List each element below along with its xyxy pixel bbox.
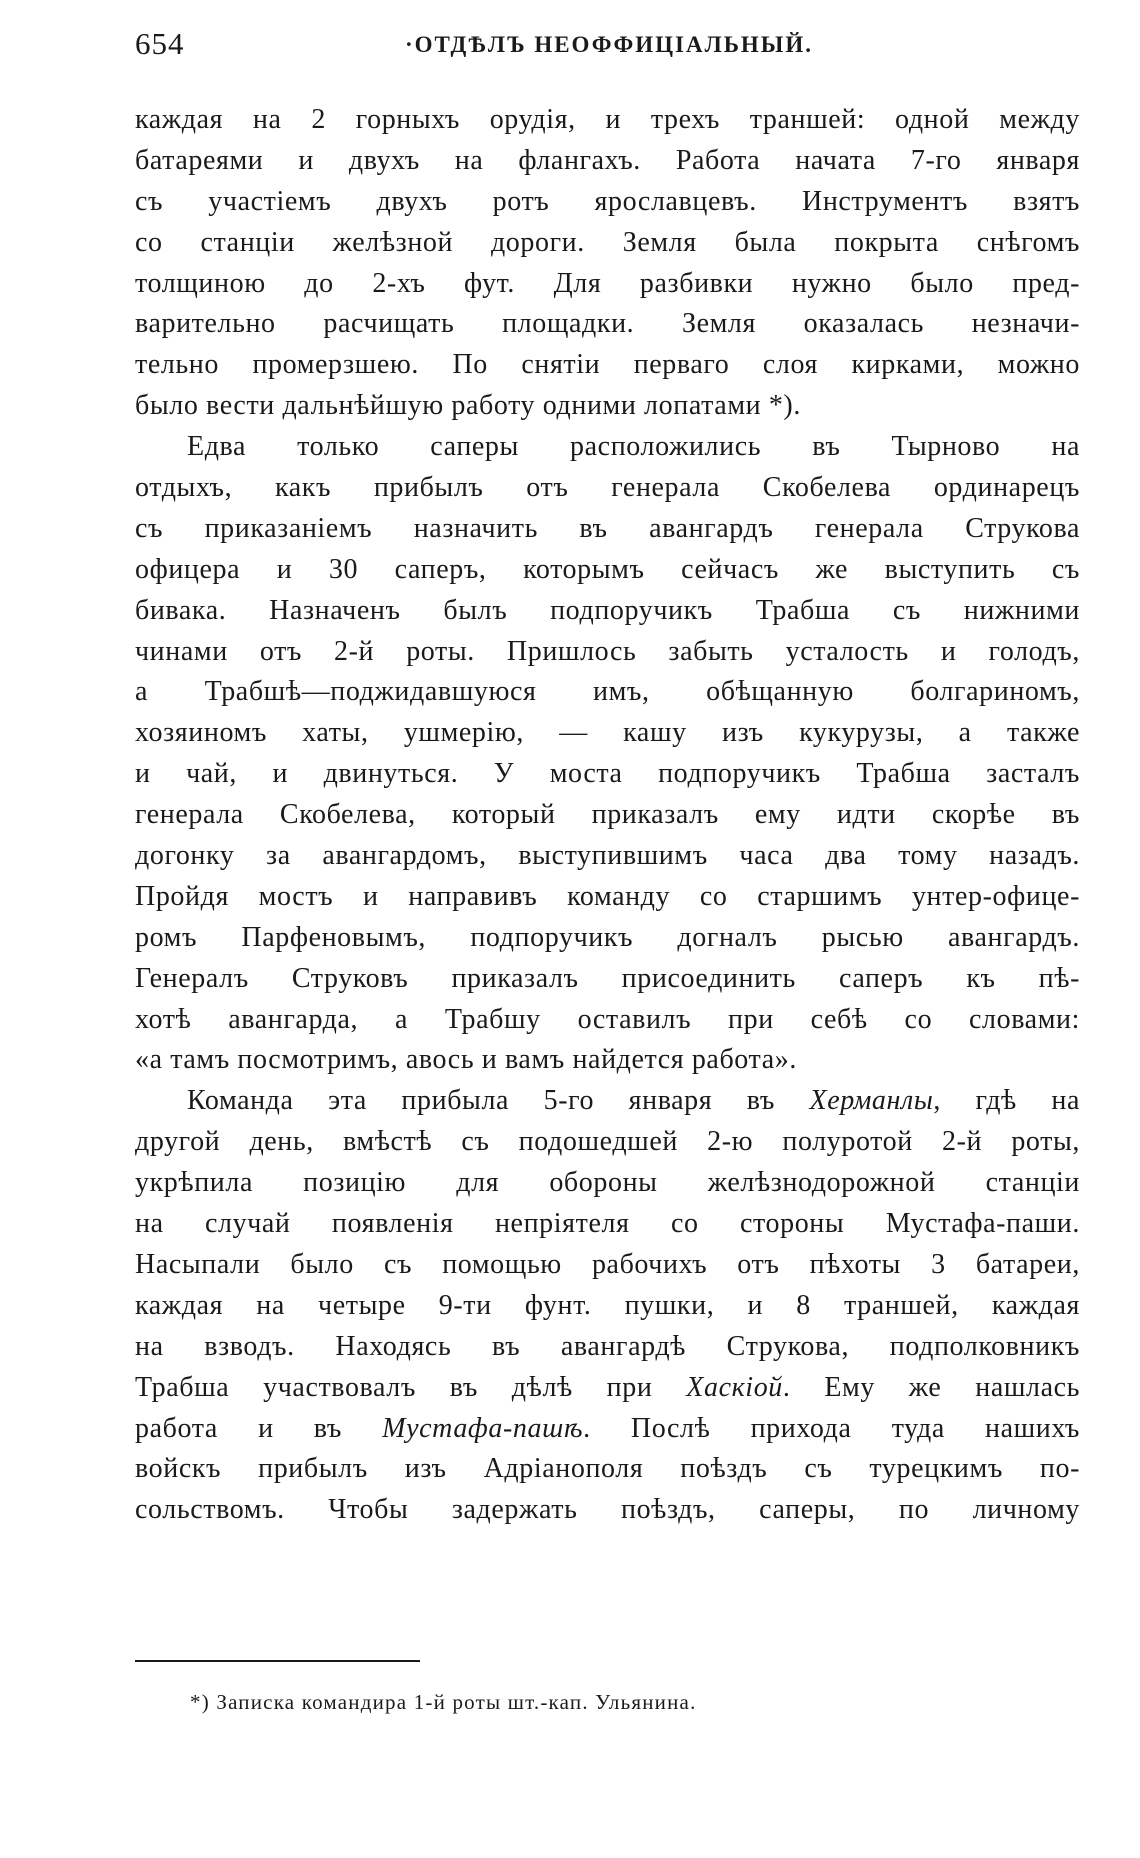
text-line <box>135 1081 1080 1122</box>
running-head <box>135 26 1095 66</box>
text-line: отдыхъ, какъ прибылъ отъ генерала Скобелева ординарецъ <box>135 472 1080 504</box>
paragraph-2 <box>135 427 1080 1081</box>
text-line: сольствомъ. Чтобы задержать поѣздъ, саперы, по личному <box>135 1494 1080 1526</box>
text-line: варительно расчищать площадки. Земля оказалась незначи- <box>135 308 1080 340</box>
text-run: . Послѣ прихода туда нашихъ <box>583 1412 1081 1444</box>
text-line: чинами отъ 2-й роты. Пришлось забыть усталость и голодъ, <box>135 635 1080 667</box>
text-line: съ приказаніемъ назначить въ авангардъ генерала Струкова <box>135 512 1080 544</box>
text-line: батареями и двухъ на флангахъ. Работа начата 7-го января <box>135 144 1080 176</box>
page-number: 654 <box>135 26 185 61</box>
text-line: догонку за авангардомъ, выступившимъ часа два тому назадъ. <box>135 840 1080 872</box>
text-line: Пройдя мостъ и направивъ команду со старшимъ унтер-офице- <box>135 880 1080 912</box>
footnote-divider <box>135 1660 420 1662</box>
text-line: каждая на 2 горныхъ орудія, и трехъ траншей: одной между <box>135 104 1080 135</box>
body-text <box>135 100 1080 1531</box>
section-title: ·ОТДѢЛЪ НЕОФФИЦІАЛЬНЫЙ. <box>405 32 814 57</box>
text-line <box>135 1409 1080 1450</box>
italic-place-name: Хаскіой <box>686 1371 783 1403</box>
text-line: толщиною до 2-хъ фут. Для разбивки нужно было пред- <box>135 267 1080 299</box>
text-line: генерала Скобелева, который приказалъ ему идти скорѣе въ <box>135 799 1080 831</box>
text-line: на взводъ. Находясь въ авангардѣ Струкова, подполковникъ <box>135 1330 1080 1362</box>
text-line: бивака. Назначенъ былъ подпоручикъ Трабша съ нижними <box>135 594 1080 626</box>
text-line: и чай, и двинуться. У моста подпоручикъ Трабша засталъ <box>135 758 1080 790</box>
text-line: другой день, вмѣстѣ съ подошедшей 2-ю полуротой 2-й роты, <box>135 1126 1080 1158</box>
text-line: Едва только саперы расположились въ Тырново на <box>187 431 1080 463</box>
text-line: а Трабшѣ—поджидавшуюся имъ, обѣщанную болгариномъ, <box>135 676 1080 708</box>
text-line: хотѣ авангарда, а Трабшу оставилъ при себѣ со словами: <box>135 1003 1080 1035</box>
text-run: Трабша участвовалъ въ дѣлѣ при <box>135 1371 687 1403</box>
italic-place-name: Мустафа-пашѣ <box>382 1412 584 1444</box>
text-run: Команда эта прибыла 5-го января въ <box>187 1085 810 1117</box>
text-line: было вести дальнѣйшую работу одними лопатами *). <box>135 390 801 422</box>
text-line: тельно промерзшею. По снятіи перваго слоя кирками, можно <box>135 349 1080 381</box>
text-run: работа и въ <box>135 1412 383 1444</box>
text-line <box>135 1368 1080 1409</box>
text-line: хозяиномъ хаты, ушмерію, — кашу изъ кукурузы, а также <box>135 717 1080 749</box>
text-line: каждая на четыре 9-ти фунт. пушки, и 8 траншей, каждая <box>135 1289 1080 1321</box>
text-line: ромъ Парфеновымъ, подпоручикъ догналъ рысью авангардъ. <box>135 921 1080 953</box>
text-line: офицера и 30 саперъ, которымъ сейчасъ же выступить съ <box>135 553 1080 585</box>
text-line: съ участіемъ двухъ ротъ ярославцевъ. Инструментъ взятъ <box>135 185 1080 217</box>
text-run: . Ему же нашлась <box>782 1371 1081 1403</box>
text-line: «а тамъ посмотримъ, авось и вамъ найдется работа». <box>135 1044 797 1076</box>
footnote: *) Записка командира 1-й роты шт.-кап. Ульянина. <box>190 1690 697 1714</box>
italic-place-name: Херманлы <box>809 1085 934 1117</box>
text-line: войскъ прибылъ изъ Адріанополя поѣздъ съ турецкимъ по- <box>135 1453 1080 1485</box>
text-line: Насыпали было съ помощью рабочихъ отъ пѣхоты 3 батареи, <box>135 1248 1080 1280</box>
paragraph-3 <box>135 1081 1080 1531</box>
text-line: Генералъ Струковъ приказалъ присоединить саперъ къ пѣ- <box>135 962 1080 994</box>
text-line: со станціи желѣзной дороги. Земля была покрыта снѣгомъ <box>135 226 1080 258</box>
text-run: , гдѣ на <box>933 1085 1080 1117</box>
paragraph-1 <box>135 100 1080 427</box>
text-line: на случай появленія непріятеля со стороны Мустафа-паши. <box>135 1208 1080 1240</box>
text-line: укрѣпила позицію для обороны желѣзнодорожной станціи <box>135 1167 1080 1199</box>
